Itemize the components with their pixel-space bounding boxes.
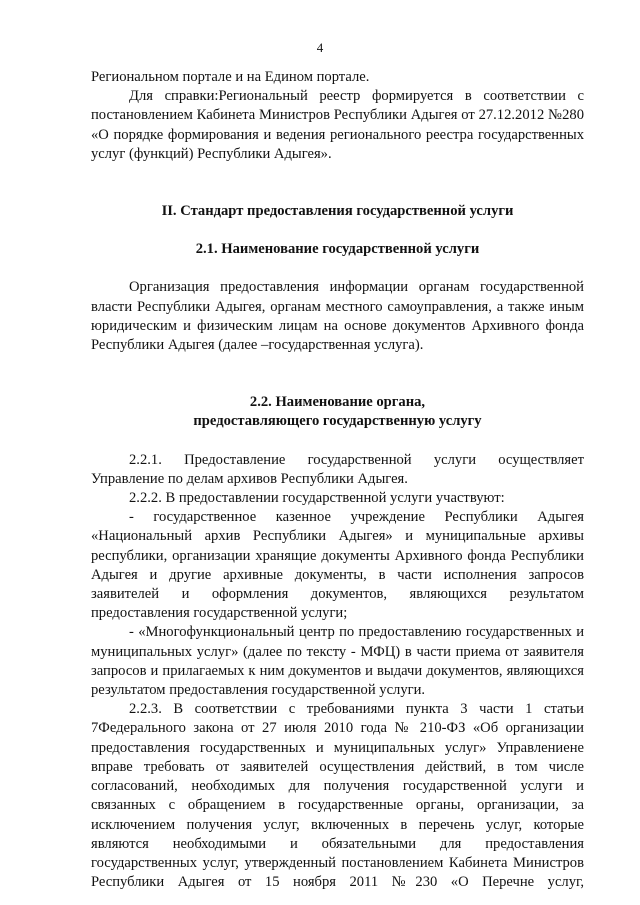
paragraph-reference-note: Для справки:Региональный реестр формируется в соответствии с постановлением Кабинета Министров Республики Адыгея от 27.12.2012 №280 «О порядке формирования и ведения регионального реестра государственных услуг (функций) Республики Адыгея». [91,88,584,162]
subsection-heading-2-1: 2.1. Наименование государственной услуги [195,241,480,258]
paragraph-participant-mfc: - «Многофункциональный центр по предоставлению государственных и муниципальных услуг» (далее по тексту - МФЦ) в части приема от заявителя запросов и прилагаемых к ним документов и выдачи документов, являющихся результатом предоставления государственной услуги. [91,624,584,699]
paragraph-2-2-2: 2.2.2. В предоставлении государственной услуги участвуют: [129,490,505,507]
paragraph-service-name: Организация предоставления информации органам государственной власти Республики Адыгея, органам местного самоуправления, а также иным юридическим и физическим лицам на основе документов Архивного фонда Республики Адыгея (далее –государственная услуга). [91,279,584,354]
paragraph-continuation: Региональном портале и на Едином портале. [91,69,370,85]
subsection-heading-2-2-line2: предоставляющего государственную услугу [193,413,482,430]
page-number: 4 [316,40,324,55]
page-content [91,68,584,892]
subsection-heading-2-2-line1: 2.2. Наименование органа, [249,394,426,411]
paragraph-2-2-1: 2.2.1. Предоставление государственной услуги осуществляет Управление по делам архивов Республики Адыгея. [91,451,584,487]
section-heading-ii: II. Стандарт предоставления государственной услуги [161,203,514,220]
paragraph-2-2-3: 2.2.3. В соответствии с требованиями пункта 3 части 1 статьи 7Федерального закона от 27 июля 2010 года № 210-ФЗ «Об организации предоставления государственных и муниципальных услуг» Управлениене вправе требовать от заявителей осуществления действий, в том числе согласований, необходимых для получения государственной услуги и связанных с обращением в государственные органы, организации, за исключением получения услуг, включенных в перечень услуг, которые являются необходимыми и обязательными для предоставления государственных услуг, утвержденный постановлением Кабинета Министров Республики Адыгея от 15 ноября 2011 №230 «О Перечне услуг, [91,701,584,891]
paragraph-participant-archive: - государственное казенное учреждение Республики Адыгея «Национальный архив Республики Адыгея» и муниципальные архивы республики, организации хранящие документы Архивного фонда Республики Адыгея и другие архивные документы, в части исполнения запросов заявителей и оформления документов, являющихся результатом предоставления государственной услуги; [91,509,584,622]
